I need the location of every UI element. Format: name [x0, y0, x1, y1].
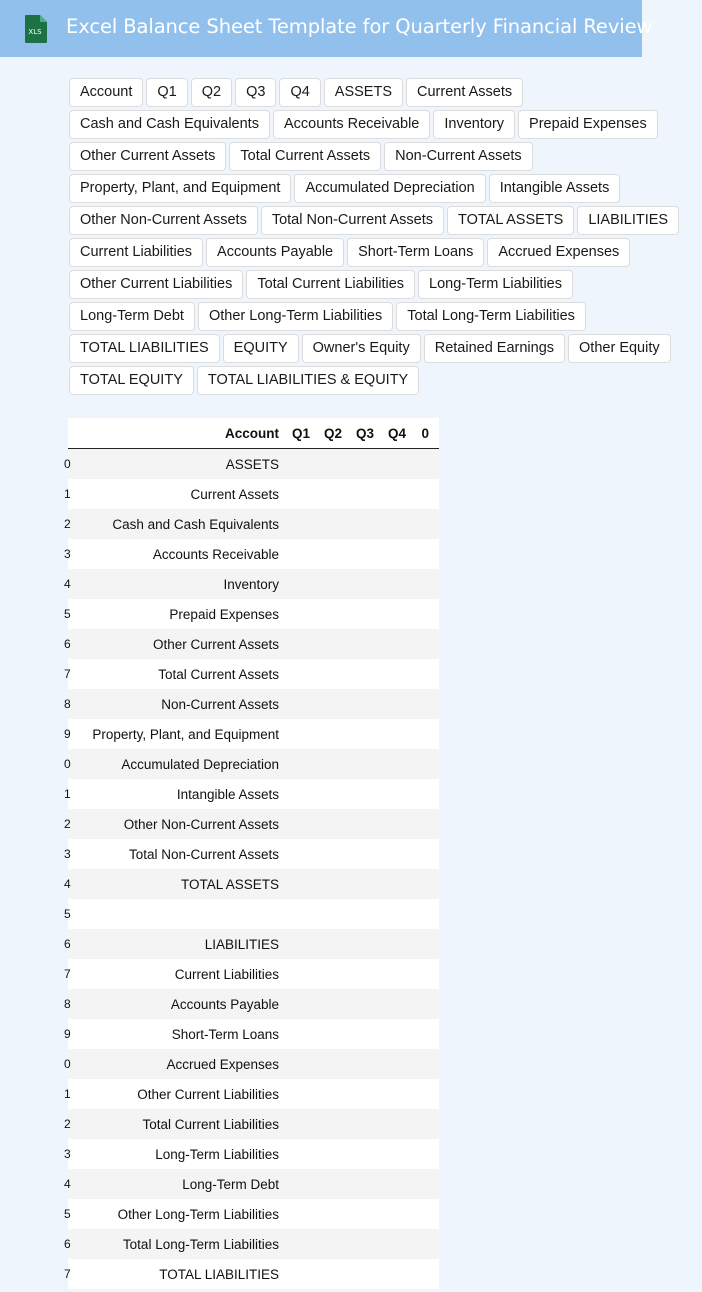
column-chip[interactable]: Account	[69, 78, 143, 107]
row-index[interactable]: 6	[64, 1237, 71, 1251]
row-index[interactable]: 1	[64, 1087, 71, 1101]
table-row[interactable]	[64, 809, 439, 839]
table-row[interactable]	[64, 599, 439, 629]
account-cell[interactable]: Long-Term Liabilities	[155, 1146, 279, 1162]
account-cell[interactable]: Total Non-Current Assets	[128, 846, 279, 862]
row-index[interactable]: 2	[64, 817, 71, 831]
row-index[interactable]: 7	[64, 1267, 71, 1281]
account-cell[interactable]: Total Long-Term Liabilities	[122, 1236, 279, 1252]
column-chip[interactable]: Current Assets	[406, 78, 523, 107]
column-chip[interactable]: Non-Current Assets	[384, 142, 533, 171]
table-row[interactable]	[64, 929, 439, 959]
account-cell[interactable]: Accounts Receivable	[152, 546, 279, 562]
column-chip[interactable]: Other Equity	[568, 334, 671, 363]
table-row[interactable]	[64, 659, 439, 689]
column-chip[interactable]: Q4	[279, 78, 320, 107]
column-chip[interactable]: ASSETS	[324, 78, 403, 107]
table-row[interactable]	[64, 449, 439, 479]
table-row[interactable]	[64, 1259, 439, 1289]
column-chip[interactable]: Owner's Equity	[302, 334, 421, 363]
table-row[interactable]	[64, 1139, 439, 1169]
table-row[interactable]	[64, 749, 439, 779]
row-index[interactable]: 1	[64, 787, 71, 801]
account-cell[interactable]: Prepaid Expenses	[169, 606, 279, 622]
account-cell[interactable]: Inventory	[223, 576, 279, 592]
column-chip[interactable]: Inventory	[433, 110, 515, 139]
column-chip[interactable]: Current Liabilities	[69, 238, 203, 267]
account-cell[interactable]: Accounts Payable	[170, 996, 279, 1012]
account-cell[interactable]: Intangible Assets	[176, 786, 279, 802]
account-cell[interactable]: Long-Term Debt	[182, 1176, 279, 1192]
account-cell[interactable]: Other Long-Term Liabilities	[117, 1206, 279, 1222]
table-row[interactable]	[64, 839, 439, 869]
column-chip[interactable]: Accounts Payable	[206, 238, 344, 267]
row-index[interactable]: 4	[64, 1177, 71, 1191]
account-cell[interactable]: Total Current Assets	[158, 666, 279, 682]
column-chip[interactable]: Q2	[191, 78, 232, 107]
column-chip[interactable]: Accounts Receivable	[273, 110, 430, 139]
row-index[interactable]: 8	[64, 997, 71, 1011]
account-cell[interactable]: Current Assets	[190, 486, 279, 502]
column-header-q3[interactable]: Q3	[355, 425, 374, 441]
column-header-extra[interactable]: 0	[421, 425, 429, 441]
row-index[interactable]: 7	[64, 967, 71, 981]
column-header-q2[interactable]: Q2	[323, 425, 342, 441]
row-index[interactable]: 8	[64, 697, 71, 711]
balance-sheet-table	[64, 418, 439, 1289]
column-chip[interactable]: Short-Term Loans	[347, 238, 484, 267]
column-chip-list	[69, 78, 689, 395]
row-index[interactable]: 4	[64, 877, 71, 891]
account-cell[interactable]: Short-Term Loans	[171, 1026, 279, 1042]
account-cell[interactable]: Total Current Liabilities	[142, 1116, 279, 1132]
row-index[interactable]: 3	[64, 847, 71, 861]
table-row[interactable]	[64, 1109, 439, 1139]
column-chip[interactable]: TOTAL EQUITY	[69, 366, 194, 395]
row-index[interactable]: 3	[64, 1147, 71, 1161]
column-chip[interactable]: Q3	[235, 78, 276, 107]
row-index[interactable]: 5	[64, 907, 71, 921]
table-row[interactable]	[64, 629, 439, 659]
table-header-row	[68, 418, 439, 449]
column-chip[interactable]: Intangible Assets	[489, 174, 621, 203]
row-index[interactable]: 5	[64, 1207, 71, 1221]
table-row[interactable]	[64, 719, 439, 749]
row-index[interactable]: 0	[64, 757, 71, 771]
table-row[interactable]	[64, 1049, 439, 1079]
account-cell[interactable]: LIABILITIES	[204, 936, 279, 952]
table-row[interactable]	[64, 509, 439, 539]
table-body	[64, 449, 439, 1289]
account-cell[interactable]: Other Non-Current Assets	[123, 816, 279, 832]
row-index[interactable]: 1	[64, 487, 71, 501]
column-chip[interactable]: Accrued Expenses	[487, 238, 630, 267]
column-chip[interactable]: Other Non-Current Assets	[69, 206, 258, 235]
table-row[interactable]	[64, 959, 439, 989]
row-index[interactable]: 9	[64, 727, 71, 741]
app-header	[0, 0, 653, 57]
table-row[interactable]	[64, 1169, 439, 1199]
column-chip[interactable]: Long-Term Liabilities	[418, 270, 573, 299]
row-index[interactable]: 4	[64, 577, 71, 591]
row-index[interactable]: 9	[64, 1027, 71, 1041]
account-cell[interactable]: TOTAL LIABILITIES	[159, 1266, 279, 1282]
account-cell[interactable]: TOTAL ASSETS	[180, 876, 279, 892]
column-chip[interactable]: Retained Earnings	[424, 334, 565, 363]
column-chip[interactable]: EQUITY	[223, 334, 299, 363]
column-chip[interactable]: Q1	[146, 78, 187, 107]
row-index[interactable]: 6	[64, 937, 71, 951]
column-chip[interactable]: Total Long-Term Liabilities	[396, 302, 586, 331]
table-row[interactable]	[64, 1079, 439, 1109]
column-chip[interactable]: Other Current Assets	[69, 142, 226, 171]
account-cell[interactable]: ASSETS	[225, 456, 279, 472]
app-title: Excel Balance Sheet Template for Quarterly Financial Review	[66, 15, 653, 38]
column-header-account[interactable]: Account	[225, 425, 279, 441]
column-chip[interactable]: Property, Plant, and Equipment	[69, 174, 291, 203]
row-index[interactable]: 3	[64, 547, 71, 561]
account-cell[interactable]: Cash and Cash Equivalents	[112, 516, 279, 532]
table-row[interactable]	[64, 1199, 439, 1229]
row-index[interactable]: 2	[64, 1117, 71, 1131]
row-index[interactable]: 0	[64, 457, 71, 471]
xls-file-icon	[22, 14, 50, 44]
column-chip[interactable]: TOTAL LIABILITIES	[69, 334, 220, 363]
table-row[interactable]	[64, 569, 439, 599]
row-index[interactable]: 5	[64, 607, 71, 621]
column-chip[interactable]: Long-Term Debt	[69, 302, 195, 331]
account-cell[interactable]: Current Liabilities	[174, 966, 279, 982]
account-cell[interactable]: Other Current Assets	[152, 636, 279, 652]
column-chip[interactable]: Other Current Liabilities	[69, 270, 243, 299]
account-cell[interactable]: Non-Current Assets	[161, 696, 279, 712]
table-row[interactable]	[64, 1019, 439, 1049]
column-chip[interactable]: Total Non-Current Assets	[261, 206, 444, 235]
account-cell[interactable]: Property, Plant, and Equipment	[92, 726, 279, 742]
table-row[interactable]	[64, 689, 439, 719]
row-index[interactable]: 2	[64, 517, 71, 531]
column-chip[interactable]: LIABILITIES	[577, 206, 679, 235]
column-chip[interactable]: Total Current Liabilities	[246, 270, 415, 299]
table-row[interactable]	[64, 899, 439, 929]
table-row[interactable]	[64, 779, 439, 809]
column-chip[interactable]: Cash and Cash Equivalents	[69, 110, 270, 139]
row-index[interactable]: 6	[64, 637, 71, 651]
column-chip[interactable]: Accumulated Depreciation	[294, 174, 485, 203]
table-row[interactable]	[64, 989, 439, 1019]
column-header-q1[interactable]: Q1	[291, 425, 310, 441]
column-chip[interactable]: Other Long-Term Liabilities	[198, 302, 393, 331]
table-row[interactable]	[64, 1229, 439, 1259]
table-row[interactable]	[64, 539, 439, 569]
table-row[interactable]	[64, 479, 439, 509]
account-cell[interactable]: Accumulated Depreciation	[121, 756, 279, 772]
column-chip[interactable]: Total Current Assets	[229, 142, 381, 171]
account-cell[interactable]: Other Current Liabilities	[137, 1086, 279, 1102]
column-chip[interactable]: TOTAL LIABILITIES & EQUITY	[197, 366, 419, 395]
column-header-q4[interactable]: Q4	[387, 425, 406, 441]
row-index[interactable]: 7	[64, 667, 71, 681]
table-row[interactable]	[64, 869, 439, 899]
row-index[interactable]: 0	[64, 1057, 71, 1071]
account-cell[interactable]: Accrued Expenses	[166, 1056, 279, 1072]
column-chip[interactable]: TOTAL ASSETS	[447, 206, 574, 235]
column-chip[interactable]: Prepaid Expenses	[518, 110, 658, 139]
xls-file-icon-label: XLS	[28, 28, 42, 36]
